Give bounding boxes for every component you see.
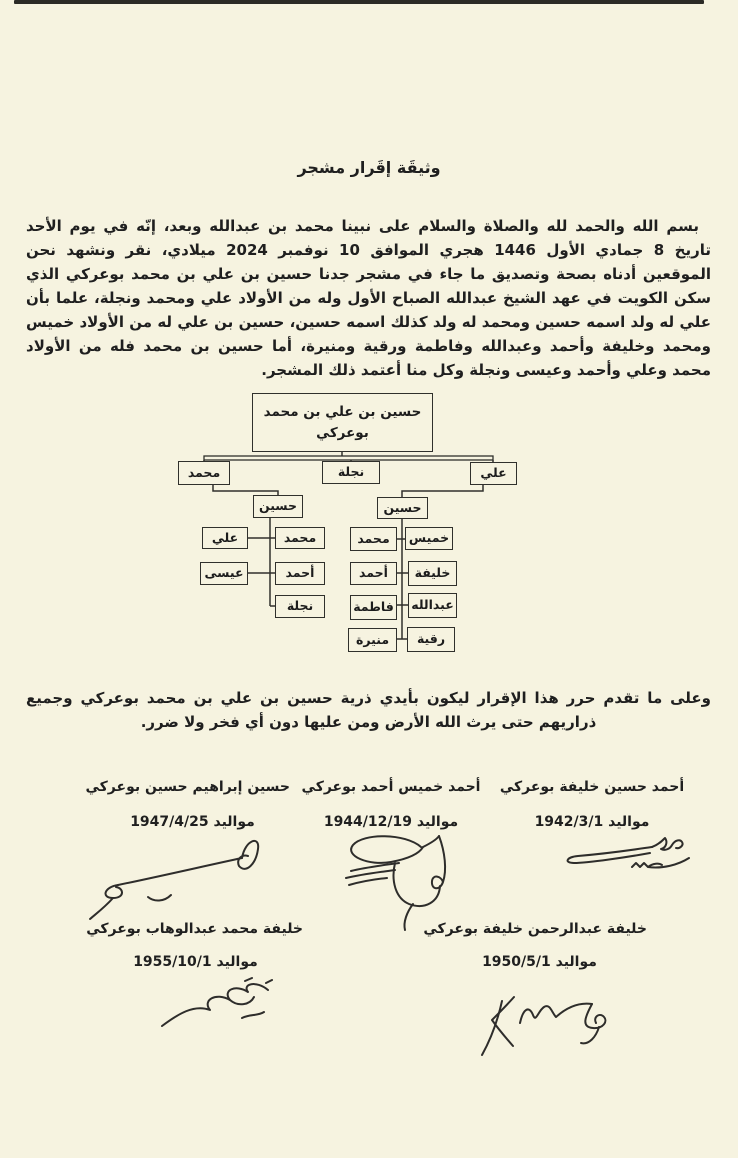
tree-box-ali-branch-head: حسين — [377, 497, 428, 519]
tree-box-gen1-ali: علي — [470, 462, 517, 485]
signatory-birthdate — [296, 814, 486, 830]
tree-box-mb-issa: عيسى — [200, 562, 248, 585]
birth-date: 1950/5/1 — [482, 954, 551, 970]
birth-label: مواليد — [608, 814, 650, 830]
tree-box-mb-ahmad: أحمد — [275, 562, 325, 585]
signatory-name: أحمد خميس أحمد بوعركي — [301, 779, 481, 795]
tree-box-ab-ruqayya: رقية — [407, 627, 455, 652]
tree-box-mb-najla: نجلة — [275, 595, 325, 618]
tree-box-mb-ali: علي — [202, 527, 248, 549]
tree-box-ab-munira: منيرة — [348, 628, 397, 652]
tree-box-mb-muhammad: محمد — [275, 527, 325, 549]
tree-box-gen1-muhammad: محمد — [178, 461, 230, 485]
signatory-birthdate — [432, 954, 647, 970]
tree-box-ab-khamis: خميس — [405, 527, 453, 550]
document-title: وثيقَة إقَرار مشجر — [297, 157, 441, 177]
birth-label: مواليد — [416, 814, 459, 830]
tree-box-ab-muhammad: محمد — [350, 527, 397, 551]
birth-date: 1947/4/25 — [130, 814, 209, 830]
birth-date: 1955/10/1 — [133, 954, 212, 970]
signatory-birthdate — [492, 814, 692, 830]
tree-box-ab-khalifa: خليفة — [408, 561, 457, 586]
scan-bottom-edge — [0, 1158, 738, 1166]
birth-label: مواليد — [213, 814, 255, 830]
signature-khalifa-muhammad — [148, 976, 283, 1036]
signature-hussein-ibrahim — [85, 833, 300, 948]
tree-box-ab-ahmad: أحمد — [350, 562, 397, 585]
tree-box-gen1-najla: نجلة — [322, 461, 380, 484]
tree-box-ab-abdullah: عبدالله — [408, 593, 457, 618]
birth-label: مواليد — [216, 954, 258, 970]
tree-box-muhammad-branch-head: حسين — [253, 495, 303, 518]
scan-top-edge — [14, 0, 704, 4]
signatory-block-1 — [492, 779, 692, 830]
signature-khalifa-abdulrahman — [472, 993, 632, 1073]
signatory-block-3 — [85, 779, 290, 830]
signatory-birthdate — [95, 814, 290, 830]
signatory-name: خليفة عبدالرحمن خليفة بوعركي — [423, 921, 647, 937]
birth-date: 1944/12/19 — [323, 814, 412, 830]
birth-label: مواليد — [555, 954, 597, 970]
signature-ahmad-hussein-khalifa — [558, 836, 693, 881]
signatory-block-2 — [296, 779, 486, 830]
signature-ahmad-khamis — [335, 830, 465, 935]
signatory-name: أحمد حسين خليفة بوعركي — [499, 779, 685, 795]
opening-paragraph: بسم الله والحمد لله والصلاة والسلام على نبينا محمد بن عبدالله وبعد، إنّه في يوم الأحد تاريخ 8 جمادي الأول 1446 هجري الموافق 10 نوفمبر 2024 ميلادي، نقر ونشهد نحن الموقعين أدناه بصحة وتصديق ما جاء في مشجر جدنا حسين بن علي بن محمد بوعركي الذي سكن الكويت في عهد الشيخ عبدالله الصباح الأول وله من الأولاد علي ومحمد ونجلة، علما بأن علي له ولد اسمه حسين ومحمد له ولد كذلك اسمه حسين، حسين بن علي له من الأولاد خميس ومحمد وخليفة وأحمد وعبدالله وفاطمة ورقية ومنيرة، أما حسين بن محمد فله من الأولاد محمد وعلي وأحمد وعيسى ونجلة وكل منا أعتمد ذلك المشجر. — [26, 217, 711, 379]
closing-paragraph: وعلى ما تقدم حرر هذا الإقرار ليكون بأيدي ذرية حسين بن علي بن محمد بوعركي وجميع ذراريهم حتى يرث الله الأرض ومن عليها دون أي فخر ولا ضرر. — [26, 689, 711, 731]
tree-box-root: حسين بن علي بن محمد بوعركي — [252, 393, 433, 452]
family-tree-diagram — [0, 390, 738, 668]
signatory-birthdate — [88, 954, 303, 970]
tree-box-ab-fatima: فاطمة — [350, 595, 397, 620]
birth-date: 1942/3/1 — [534, 814, 604, 830]
signatory-name: خليفة محمد عبدالوهاب بوعركي — [86, 921, 303, 937]
signatory-name: حسين إبراهيم حسين بوعركي — [85, 779, 290, 795]
